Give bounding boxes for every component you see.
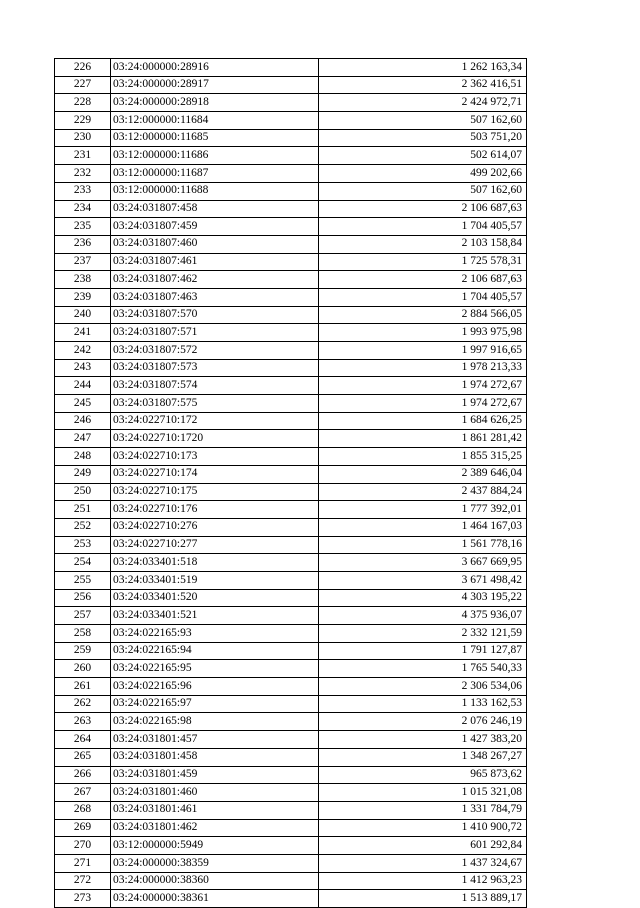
cadastral-value-cell: 503 751,20 — [319, 129, 527, 147]
cadastral-number-cell: 03:24:033401:518 — [111, 554, 319, 572]
table-row — [55, 589, 527, 607]
cadastral-value-cell: 1 410 900,72 — [319, 819, 527, 837]
cadastral-value-cell: 2 389 646,04 — [319, 465, 527, 483]
table-row — [55, 59, 527, 77]
cadastral-value-cell: 2 103 158,84 — [319, 235, 527, 253]
row-number-cell: 238 — [55, 271, 111, 289]
row-number-cell: 229 — [55, 112, 111, 130]
row-number-cell: 246 — [55, 412, 111, 430]
cadastral-number-cell: 03:24:000000:38359 — [111, 854, 319, 872]
cadastral-number-cell: 03:24:000000:28916 — [111, 59, 319, 77]
row-number-cell: 259 — [55, 642, 111, 660]
cadastral-value-cell: 1 978 213,33 — [319, 359, 527, 377]
table-row — [55, 235, 527, 253]
cadastral-number-cell: 03:24:022165:95 — [111, 660, 319, 678]
row-number-cell: 264 — [55, 731, 111, 749]
table-row — [55, 801, 527, 819]
row-number-cell: 240 — [55, 306, 111, 324]
cadastral-value-cell: 965 873,62 — [319, 766, 527, 784]
cadastral-value-cell: 1 861 281,42 — [319, 430, 527, 448]
table-row — [55, 271, 527, 289]
cadastral-value-cell: 1 437 324,67 — [319, 854, 527, 872]
row-number-cell: 234 — [55, 200, 111, 218]
cadastral-number-cell: 03:12:000000:11685 — [111, 129, 319, 147]
row-number-cell: 271 — [55, 854, 111, 872]
table-row — [55, 766, 527, 784]
row-number-cell: 249 — [55, 465, 111, 483]
cadastral-number-cell: 03:24:022710:175 — [111, 483, 319, 501]
cadastral-number-cell: 03:24:031807:460 — [111, 235, 319, 253]
cadastral-number-cell: 03:24:022710:176 — [111, 501, 319, 519]
cadastral-value-cell: 1 464 167,03 — [319, 518, 527, 536]
row-number-cell: 233 — [55, 182, 111, 200]
table-row — [55, 412, 527, 430]
row-number-cell: 228 — [55, 94, 111, 112]
table-body — [55, 59, 527, 908]
table-row — [55, 448, 527, 466]
cadastral-value-cell: 1 725 578,31 — [319, 253, 527, 271]
cadastral-value-cell: 2 884 566,05 — [319, 306, 527, 324]
cadastral-number-cell: 03:24:031801:460 — [111, 784, 319, 802]
cadastral-number-cell: 03:24:000000:38361 — [111, 890, 319, 908]
table-row — [55, 377, 527, 395]
cadastral-number-cell: 03:24:022710:1720 — [111, 430, 319, 448]
row-number-cell: 263 — [55, 713, 111, 731]
cadastral-number-cell: 03:24:031807:571 — [111, 324, 319, 342]
cadastral-value-cell: 507 162,60 — [319, 182, 527, 200]
cadastral-value-cell: 502 614,07 — [319, 147, 527, 165]
table-row — [55, 625, 527, 643]
table-row — [55, 872, 527, 890]
cadastral-value-cell: 1 427 383,20 — [319, 731, 527, 749]
cadastral-number-cell: 03:24:022165:97 — [111, 695, 319, 713]
cadastral-value-cell: 2 332 121,59 — [319, 625, 527, 643]
table-row — [55, 501, 527, 519]
cadastral-value-cell: 1 993 975,98 — [319, 324, 527, 342]
row-number-cell: 235 — [55, 218, 111, 236]
cadastral-value-cell: 2 106 687,63 — [319, 200, 527, 218]
table-row — [55, 678, 527, 696]
cadastral-value-table — [54, 58, 527, 908]
row-number-cell: 239 — [55, 288, 111, 306]
row-number-cell: 232 — [55, 165, 111, 183]
row-number-cell: 266 — [55, 766, 111, 784]
row-number-cell: 244 — [55, 377, 111, 395]
table-row — [55, 536, 527, 554]
cadastral-number-cell: 03:24:022710:172 — [111, 412, 319, 430]
row-number-cell: 251 — [55, 501, 111, 519]
cadastral-number-cell: 03:24:000000:38360 — [111, 872, 319, 890]
cadastral-number-cell: 03:24:031801:457 — [111, 731, 319, 749]
cadastral-value-cell: 1 561 778,16 — [319, 536, 527, 554]
cadastral-value-cell: 1 348 267,27 — [319, 748, 527, 766]
cadastral-value-cell: 2 437 884,24 — [319, 483, 527, 501]
cadastral-number-cell: 03:24:031801:462 — [111, 819, 319, 837]
row-number-cell: 272 — [55, 872, 111, 890]
cadastral-number-cell: 03:24:022710:277 — [111, 536, 319, 554]
cadastral-value-cell: 1 704 405,57 — [319, 218, 527, 236]
row-number-cell: 252 — [55, 518, 111, 536]
row-number-cell: 241 — [55, 324, 111, 342]
table-row — [55, 695, 527, 713]
cadastral-number-cell: 03:24:033401:521 — [111, 607, 319, 625]
row-number-cell: 258 — [55, 625, 111, 643]
table-row — [55, 324, 527, 342]
table-row — [55, 748, 527, 766]
cadastral-value-cell: 2 362 416,51 — [319, 76, 527, 94]
cadastral-number-cell: 03:24:022165:94 — [111, 642, 319, 660]
cadastral-number-cell: 03:24:000000:28918 — [111, 94, 319, 112]
cadastral-value-cell: 601 292,84 — [319, 837, 527, 855]
cadastral-number-cell: 03:12:000000:11688 — [111, 182, 319, 200]
table-row — [55, 147, 527, 165]
row-number-cell: 262 — [55, 695, 111, 713]
cadastral-value-cell: 1 791 127,87 — [319, 642, 527, 660]
table-row — [55, 306, 527, 324]
table-row — [55, 483, 527, 501]
cadastral-value-cell: 1 133 162,53 — [319, 695, 527, 713]
cadastral-number-cell: 03:24:031807:572 — [111, 342, 319, 360]
cadastral-number-cell: 03:12:000000:11687 — [111, 165, 319, 183]
row-number-cell: 256 — [55, 589, 111, 607]
row-number-cell: 242 — [55, 342, 111, 360]
table-row — [55, 713, 527, 731]
cadastral-value-cell: 1 684 626,25 — [319, 412, 527, 430]
row-number-cell: 237 — [55, 253, 111, 271]
cadastral-value-cell: 1 777 392,01 — [319, 501, 527, 519]
cadastral-value-cell: 4 375 936,07 — [319, 607, 527, 625]
cadastral-number-cell: 03:12:000000:11686 — [111, 147, 319, 165]
cadastral-number-cell: 03:24:022710:173 — [111, 448, 319, 466]
row-number-cell: 230 — [55, 129, 111, 147]
cadastral-number-cell: 03:24:031807:458 — [111, 200, 319, 218]
table-row — [55, 607, 527, 625]
cadastral-number-cell: 03:24:031807:463 — [111, 288, 319, 306]
cadastral-value-cell: 1 015 321,08 — [319, 784, 527, 802]
row-number-cell: 267 — [55, 784, 111, 802]
cadastral-value-cell: 2 076 246,19 — [319, 713, 527, 731]
cadastral-number-cell: 03:24:031807:459 — [111, 218, 319, 236]
cadastral-value-cell: 1 997 916,65 — [319, 342, 527, 360]
cadastral-number-cell: 03:24:000000:28917 — [111, 76, 319, 94]
table-row — [55, 359, 527, 377]
cadastral-value-cell: 1 974 272,67 — [319, 395, 527, 413]
table-row — [55, 112, 527, 130]
row-number-cell: 265 — [55, 748, 111, 766]
row-number-cell: 270 — [55, 837, 111, 855]
cadastral-value-cell: 1 704 405,57 — [319, 288, 527, 306]
table-row — [55, 784, 527, 802]
row-number-cell: 250 — [55, 483, 111, 501]
cadastral-value-cell: 1 974 272,67 — [319, 377, 527, 395]
table-row — [55, 76, 527, 94]
table-row — [55, 819, 527, 837]
cadastral-value-cell: 507 162,60 — [319, 112, 527, 130]
table-row — [55, 288, 527, 306]
cadastral-number-cell: 03:24:031807:575 — [111, 395, 319, 413]
cadastral-number-cell: 03:24:031807:462 — [111, 271, 319, 289]
cadastral-number-cell: 03:24:022710:174 — [111, 465, 319, 483]
table-row — [55, 430, 527, 448]
row-number-cell: 247 — [55, 430, 111, 448]
row-number-cell: 253 — [55, 536, 111, 554]
row-number-cell: 255 — [55, 571, 111, 589]
table-row — [55, 165, 527, 183]
row-number-cell: 268 — [55, 801, 111, 819]
table-row — [55, 94, 527, 112]
table-row — [55, 182, 527, 200]
cadastral-value-cell: 1 855 315,25 — [319, 448, 527, 466]
row-number-cell: 236 — [55, 235, 111, 253]
row-number-cell: 243 — [55, 359, 111, 377]
cadastral-value-cell: 499 202,66 — [319, 165, 527, 183]
row-number-cell: 245 — [55, 395, 111, 413]
cadastral-number-cell: 03:24:031801:458 — [111, 748, 319, 766]
cadastral-number-cell: 03:24:022165:96 — [111, 678, 319, 696]
row-number-cell: 226 — [55, 59, 111, 77]
cadastral-value-cell: 1 262 163,34 — [319, 59, 527, 77]
cadastral-value-cell: 1 765 540,33 — [319, 660, 527, 678]
table-row — [55, 837, 527, 855]
table-row — [55, 129, 527, 147]
row-number-cell: 254 — [55, 554, 111, 572]
cadastral-number-cell: 03:24:031801:459 — [111, 766, 319, 784]
table-row — [55, 854, 527, 872]
cadastral-value-cell: 3 667 669,95 — [319, 554, 527, 572]
cadastral-number-cell: 03:24:033401:520 — [111, 589, 319, 607]
table-row — [55, 395, 527, 413]
table-row — [55, 554, 527, 572]
table-row — [55, 465, 527, 483]
table-row — [55, 518, 527, 536]
table-row — [55, 218, 527, 236]
cadastral-number-cell: 03:24:022165:98 — [111, 713, 319, 731]
table-row — [55, 731, 527, 749]
cadastral-number-cell: 03:24:022165:93 — [111, 625, 319, 643]
table-row — [55, 200, 527, 218]
cadastral-value-cell: 1 412 963,23 — [319, 872, 527, 890]
cadastral-number-cell: 03:12:000000:5949 — [111, 837, 319, 855]
row-number-cell: 260 — [55, 660, 111, 678]
cadastral-value-cell: 3 671 498,42 — [319, 571, 527, 589]
row-number-cell: 261 — [55, 678, 111, 696]
cadastral-value-cell: 2 424 972,71 — [319, 94, 527, 112]
row-number-cell: 269 — [55, 819, 111, 837]
cadastral-number-cell: 03:24:031801:461 — [111, 801, 319, 819]
row-number-cell: 257 — [55, 607, 111, 625]
cadastral-value-cell: 2 306 534,06 — [319, 678, 527, 696]
cadastral-value-cell: 4 303 195,22 — [319, 589, 527, 607]
cadastral-number-cell: 03:24:033401:519 — [111, 571, 319, 589]
row-number-cell: 231 — [55, 147, 111, 165]
row-number-cell: 248 — [55, 448, 111, 466]
cadastral-number-cell: 03:12:000000:11684 — [111, 112, 319, 130]
table-row — [55, 571, 527, 589]
cadastral-number-cell: 03:24:031807:573 — [111, 359, 319, 377]
cadastral-value-cell: 1 331 784,79 — [319, 801, 527, 819]
table-row — [55, 253, 527, 271]
table-row — [55, 642, 527, 660]
cadastral-value-cell: 2 106 687,63 — [319, 271, 527, 289]
cadastral-number-cell: 03:24:022710:276 — [111, 518, 319, 536]
cadastral-number-cell: 03:24:031807:461 — [111, 253, 319, 271]
row-number-cell: 273 — [55, 890, 111, 908]
table-row — [55, 342, 527, 360]
cadastral-number-cell: 03:24:031807:574 — [111, 377, 319, 395]
cadastral-value-cell: 1 513 889,17 — [319, 890, 527, 908]
table-row — [55, 660, 527, 678]
cadastral-number-cell: 03:24:031807:570 — [111, 306, 319, 324]
row-number-cell: 227 — [55, 76, 111, 94]
